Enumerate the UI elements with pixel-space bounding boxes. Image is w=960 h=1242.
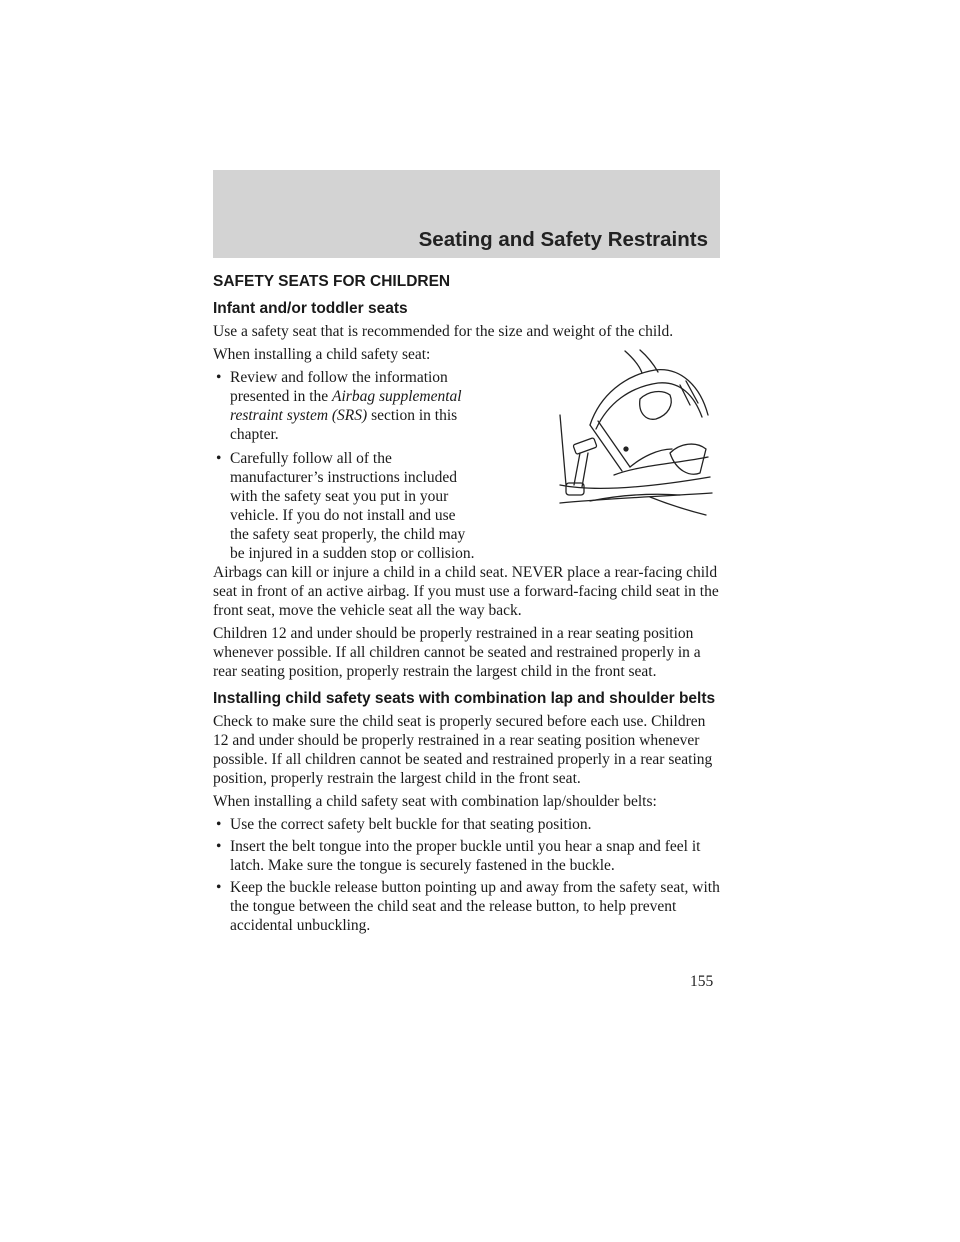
list-item-text-pre: Review and follow the information presented in the <box>230 369 448 405</box>
subheading-infant-seats: Infant and/or toddler seats <box>213 300 408 317</box>
list-item-text: Keep the buckle release button pointing up and away from the safety seat, with the tongue between the child seat and the release button, to help prevent accidental unbuckling. <box>230 879 720 934</box>
subheading-lap-shoulder: Installing child safety seats with combination lap and shoulder belts <box>213 690 716 707</box>
list-item <box>213 878 720 935</box>
list-item <box>213 449 475 563</box>
paragraph-airbag-warning: Airbags can kill or injure a child in a child seat. NEVER place a rear-facing child seat in front of an active airbag. If you must use a forward-facing child seat in the front seat, move the vehicle seat all the way back. <box>213 564 719 619</box>
list-item <box>213 837 720 875</box>
bullet-list-installing <box>213 368 475 563</box>
chapter-title: Seating and Safety Restraints <box>418 228 708 251</box>
bullet-glyph: • <box>216 879 222 896</box>
list-item-text: Insert the belt tongue into the proper buckle until you hear a snap and feel it latch. Make sure the tongue is securely fastened in the buckle. <box>230 838 701 874</box>
bullet-glyph: • <box>216 838 222 855</box>
list-item <box>213 815 720 834</box>
list-item-text-reference: Airbag supplemental restraint system (SRS) <box>230 388 462 424</box>
paragraph-children-12: Children 12 and under should be properly restrained in a rear seating position whenever possible. If all children cannot be seated and restrained properly in a rear seating position, properly restrain the largest child in the front seat. <box>213 625 701 680</box>
bullet-glyph: • <box>216 816 222 833</box>
bullet-list-lap-shoulder <box>213 815 720 935</box>
section-heading: SAFETY SEATS FOR CHILDREN <box>213 273 451 290</box>
bullet-glyph: • <box>216 450 222 467</box>
paragraph-recommended-seat: Use a safety seat that is recommended for the size and weight of the child. <box>213 323 674 340</box>
list-item-text: Use the correct safety belt buckle for that seating position. <box>230 816 592 833</box>
paragraph-check-secured: Check to make sure the child seat is properly secured before each use. Children 12 and under should be properly restrained in a rear seating position whenever possible. If all children cannot be seated and restrained properly in a rear seating position, properly restrain the largest child in the front seat. <box>213 713 713 787</box>
paragraph-when-installing-lap: When installing a child safety seat with combination lap/shoulder belts: <box>213 793 657 810</box>
page-content <box>213 266 720 940</box>
paragraph-when-installing: When installing a child safety seat: <box>213 346 431 363</box>
list-item-text: Carefully follow all of the manufacturer’s instructions included with the safety seat you put in your vehicle. If you do not install and use the safety seat properly, the child may be injured in a sudden stop or collision. <box>230 450 475 562</box>
child-seat-belt-illustration <box>530 345 715 520</box>
bullet-glyph: • <box>216 369 222 386</box>
list-item-text-post: section in this chapter. <box>230 407 458 443</box>
chapter-header-band <box>213 170 720 258</box>
page-number: 155 <box>690 973 714 990</box>
list-item <box>213 368 475 444</box>
